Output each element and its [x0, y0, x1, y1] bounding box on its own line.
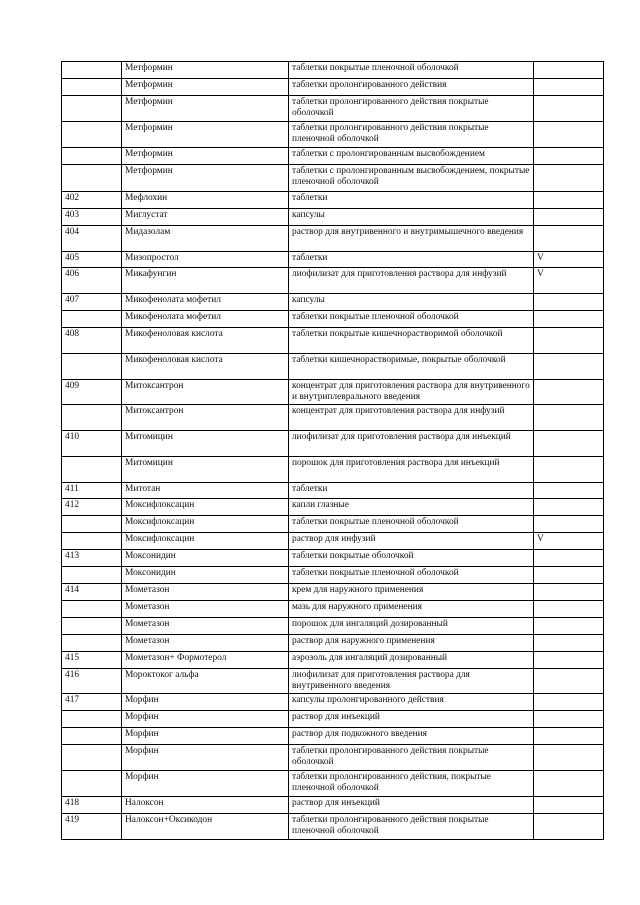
dosage-form-cell: капли глазные — [289, 499, 534, 516]
dosage-form-cell: порошок для ингаляций дозированный — [289, 618, 534, 635]
row-number-cell — [62, 165, 122, 192]
table-row — [62, 431, 604, 457]
flag-cell — [534, 354, 604, 380]
table-row — [62, 652, 604, 669]
flag-cell — [534, 550, 604, 567]
dosage-form-cell: раствор для наружного применения — [289, 635, 534, 652]
flag-cell — [534, 516, 604, 533]
flag-cell: V — [534, 252, 604, 268]
drug-name-cell: Морфин — [122, 728, 289, 745]
flag-cell — [534, 328, 604, 354]
row-number-cell — [62, 96, 122, 122]
drug-name-cell: Морфин — [122, 694, 289, 711]
row-number-cell: 416 — [62, 669, 122, 694]
drug-name-cell: Мометазон — [122, 635, 289, 652]
table-row — [62, 483, 604, 499]
drug-name-cell: Митомицин — [122, 431, 289, 457]
row-number-cell — [62, 618, 122, 635]
flag-cell — [534, 294, 604, 311]
table-row — [62, 533, 604, 550]
drug-name-cell: Налоксон — [122, 797, 289, 814]
table-row — [62, 457, 604, 483]
row-number-cell: 406 — [62, 268, 122, 294]
dosage-form-cell: крем для наружного применения — [289, 584, 534, 601]
flag-cell — [534, 584, 604, 601]
row-number-cell — [62, 533, 122, 550]
row-number-cell: 408 — [62, 328, 122, 354]
flag-cell — [534, 96, 604, 122]
row-number-cell — [62, 711, 122, 728]
dosage-form-cell: таблетки — [289, 483, 534, 499]
flag-cell — [534, 652, 604, 669]
drug-name-cell: Микофеноловая кислота — [122, 354, 289, 380]
drug-table-body — [62, 62, 604, 840]
table-row — [62, 294, 604, 311]
drug-name-cell: Мометазон+ Формотерол — [122, 652, 289, 669]
table-row — [62, 209, 604, 226]
flag-cell — [534, 311, 604, 328]
flag-cell — [534, 122, 604, 148]
row-number-cell: 418 — [62, 797, 122, 814]
table-row — [62, 328, 604, 354]
table-row — [62, 601, 604, 618]
flag-cell — [534, 771, 604, 797]
flag-cell — [534, 405, 604, 431]
table-row — [62, 618, 604, 635]
drug-name-cell: Морфин — [122, 771, 289, 797]
table-row — [62, 96, 604, 122]
flag-cell — [534, 567, 604, 584]
row-number-cell: 412 — [62, 499, 122, 516]
dosage-form-cell: таблетки пролонгированного действия — [289, 79, 534, 96]
row-number-cell — [62, 122, 122, 148]
drug-name-cell: Метформин — [122, 62, 289, 79]
dosage-form-cell: таблетки с пролонгированным высвобождением — [289, 148, 534, 165]
drug-name-cell: Мометазон — [122, 601, 289, 618]
drug-name-cell: Моксонидин — [122, 550, 289, 567]
dosage-form-cell: раствор для инъекций — [289, 797, 534, 814]
table-row — [62, 311, 604, 328]
drug-name-cell: Митоксантрон — [122, 380, 289, 405]
row-number-cell — [62, 79, 122, 96]
row-number-cell: 417 — [62, 694, 122, 711]
table-row — [62, 268, 604, 294]
table-row — [62, 669, 604, 694]
dosage-form-cell: раствор для внутривенного и внутримышечного введения — [289, 226, 534, 252]
table-row — [62, 516, 604, 533]
row-number-cell — [62, 771, 122, 797]
dosage-form-cell: таблетки с пролонгированным высвобождением, покрытые пленочной оболочкой — [289, 165, 534, 192]
row-number-cell — [62, 635, 122, 652]
table-row — [62, 62, 604, 79]
row-number-cell: 413 — [62, 550, 122, 567]
drug-name-cell: Метформин — [122, 96, 289, 122]
row-number-cell — [62, 405, 122, 431]
row-number-cell — [62, 311, 122, 328]
table-row — [62, 122, 604, 148]
dosage-form-cell: раствор для подкожного введения — [289, 728, 534, 745]
table-row — [62, 567, 604, 584]
drug-name-cell: Мефлохин — [122, 192, 289, 209]
flag-cell — [534, 669, 604, 694]
dosage-form-cell: таблетки покрытые пленочной оболочкой — [289, 311, 534, 328]
table-row — [62, 711, 604, 728]
drug-name-cell: Митомицин — [122, 457, 289, 483]
row-number-cell — [62, 516, 122, 533]
flag-cell — [534, 694, 604, 711]
drug-name-cell: Микофенолата мофетил — [122, 294, 289, 311]
dosage-form-cell: аэрозоль для ингаляций дозированный — [289, 652, 534, 669]
dosage-form-cell: таблетки пролонгированного действия покрытые оболочкой — [289, 745, 534, 771]
dosage-form-cell: мазь для наружного применения — [289, 601, 534, 618]
row-number-cell: 404 — [62, 226, 122, 252]
table-row — [62, 584, 604, 601]
drug-name-cell: Мороктоког альфа — [122, 669, 289, 694]
dosage-form-cell: таблетки пролонгированного действия, покрытые пленочной оболочкой — [289, 771, 534, 797]
row-number-cell — [62, 745, 122, 771]
dosage-form-cell: порошок для приготовления раствора для инъекций — [289, 457, 534, 483]
flag-cell — [534, 226, 604, 252]
flag-cell — [534, 797, 604, 814]
table-row — [62, 165, 604, 192]
table-row — [62, 226, 604, 252]
dosage-form-cell: концентрат для приготовления раствора для инфузий — [289, 405, 534, 431]
drug-name-cell: Микофеноловая кислота — [122, 328, 289, 354]
dosage-form-cell: таблетки покрытые пленочной оболочкой — [289, 567, 534, 584]
document-page — [61, 61, 601, 840]
table-row — [62, 252, 604, 268]
drug-name-cell: Налоксон+Оксикодон — [122, 814, 289, 840]
dosage-form-cell: концентрат для приготовления раствора для внутривенного и внутриплеврального введения — [289, 380, 534, 405]
table-row — [62, 354, 604, 380]
flag-cell — [534, 431, 604, 457]
dosage-form-cell: лиофилизат для приготовления раствора для инфузий — [289, 268, 534, 294]
row-number-cell: 403 — [62, 209, 122, 226]
flag-cell — [534, 457, 604, 483]
table-row — [62, 814, 604, 840]
table-row — [62, 380, 604, 405]
table-row — [62, 745, 604, 771]
drug-name-cell: Метформин — [122, 122, 289, 148]
flag-cell: V — [534, 268, 604, 294]
row-number-cell — [62, 148, 122, 165]
drug-name-cell: Моксонидин — [122, 567, 289, 584]
dosage-form-cell: таблетки пролонгированного действия покрытые пленочной оболочкой — [289, 814, 534, 840]
row-number-cell: 419 — [62, 814, 122, 840]
dosage-form-cell: капсулы пролонгированного действия — [289, 694, 534, 711]
flag-cell — [534, 62, 604, 79]
flag-cell — [534, 635, 604, 652]
dosage-form-cell: таблетки покрытые кишечнорастворимой оболочкой — [289, 328, 534, 354]
flag-cell — [534, 209, 604, 226]
row-number-cell — [62, 601, 122, 618]
row-number-cell: 410 — [62, 431, 122, 457]
drug-name-cell: Митотан — [122, 483, 289, 499]
flag-cell — [534, 711, 604, 728]
dosage-form-cell: таблетки кишечнорастворимые, покрытые оболочкой — [289, 354, 534, 380]
row-number-cell: 402 — [62, 192, 122, 209]
row-number-cell: 407 — [62, 294, 122, 311]
row-number-cell — [62, 567, 122, 584]
dosage-form-cell: лиофилизат для приготовления раствора для внутривенного введения — [289, 669, 534, 694]
drug-name-cell: Моксифлоксацин — [122, 533, 289, 550]
dosage-form-cell: таблетки пролонгированного действия покрытые пленочной оболочкой — [289, 122, 534, 148]
table-row — [62, 192, 604, 209]
table-row — [62, 635, 604, 652]
dosage-form-cell: таблетки покрытые пленочной оболочкой — [289, 62, 534, 79]
row-number-cell: 405 — [62, 252, 122, 268]
drug-name-cell: Метформин — [122, 79, 289, 96]
drug-name-cell: Морфин — [122, 745, 289, 771]
flag-cell — [534, 745, 604, 771]
table-row — [62, 499, 604, 516]
table-row — [62, 79, 604, 96]
drug-name-cell: Морфин — [122, 711, 289, 728]
dosage-form-cell: таблетки покрытые оболочкой — [289, 550, 534, 567]
table-row — [62, 694, 604, 711]
table-row — [62, 405, 604, 431]
drug-name-cell: Мизопростол — [122, 252, 289, 268]
flag-cell — [534, 165, 604, 192]
drug-name-cell: Микофенолата мофетил — [122, 311, 289, 328]
dosage-form-cell: капсулы — [289, 294, 534, 311]
drug-name-cell: Митоксантрон — [122, 405, 289, 431]
drug-name-cell: Мометазон — [122, 584, 289, 601]
table-row — [62, 771, 604, 797]
flag-cell — [534, 499, 604, 516]
row-number-cell — [62, 457, 122, 483]
flag-cell — [534, 728, 604, 745]
dosage-form-cell: раствор для инфузий — [289, 533, 534, 550]
row-number-cell: 409 — [62, 380, 122, 405]
flag-cell — [534, 601, 604, 618]
flag-cell — [534, 483, 604, 499]
drug-name-cell: Моксифлоксацин — [122, 499, 289, 516]
table-row — [62, 728, 604, 745]
flag-cell — [534, 148, 604, 165]
dosage-form-cell: раствор для инъекций — [289, 711, 534, 728]
flag-cell — [534, 380, 604, 405]
drug-name-cell: Микафунгин — [122, 268, 289, 294]
drug-table — [61, 61, 604, 840]
drug-name-cell: Мидазолам — [122, 226, 289, 252]
table-row — [62, 797, 604, 814]
dosage-form-cell: таблетки покрытые пленочной оболочкой — [289, 516, 534, 533]
flag-cell — [534, 618, 604, 635]
dosage-form-cell: капсулы — [289, 209, 534, 226]
dosage-form-cell: таблетки — [289, 192, 534, 209]
dosage-form-cell: таблетки пролонгированного действия покрытые оболочкой — [289, 96, 534, 122]
dosage-form-cell: лиофилизат для приготовления раствора для инъекций — [289, 431, 534, 457]
row-number-cell: 415 — [62, 652, 122, 669]
drug-name-cell: Метформин — [122, 165, 289, 192]
dosage-form-cell: таблетки — [289, 252, 534, 268]
drug-name-cell: Метформин — [122, 148, 289, 165]
drug-name-cell: Моксифлоксацин — [122, 516, 289, 533]
table-row — [62, 550, 604, 567]
row-number-cell — [62, 728, 122, 745]
drug-name-cell: Миглустат — [122, 209, 289, 226]
flag-cell — [534, 79, 604, 96]
row-number-cell — [62, 62, 122, 79]
drug-name-cell: Мометазон — [122, 618, 289, 635]
table-row — [62, 148, 604, 165]
row-number-cell: 411 — [62, 483, 122, 499]
row-number-cell — [62, 354, 122, 380]
flag-cell: V — [534, 533, 604, 550]
flag-cell — [534, 192, 604, 209]
flag-cell — [534, 814, 604, 840]
row-number-cell: 414 — [62, 584, 122, 601]
